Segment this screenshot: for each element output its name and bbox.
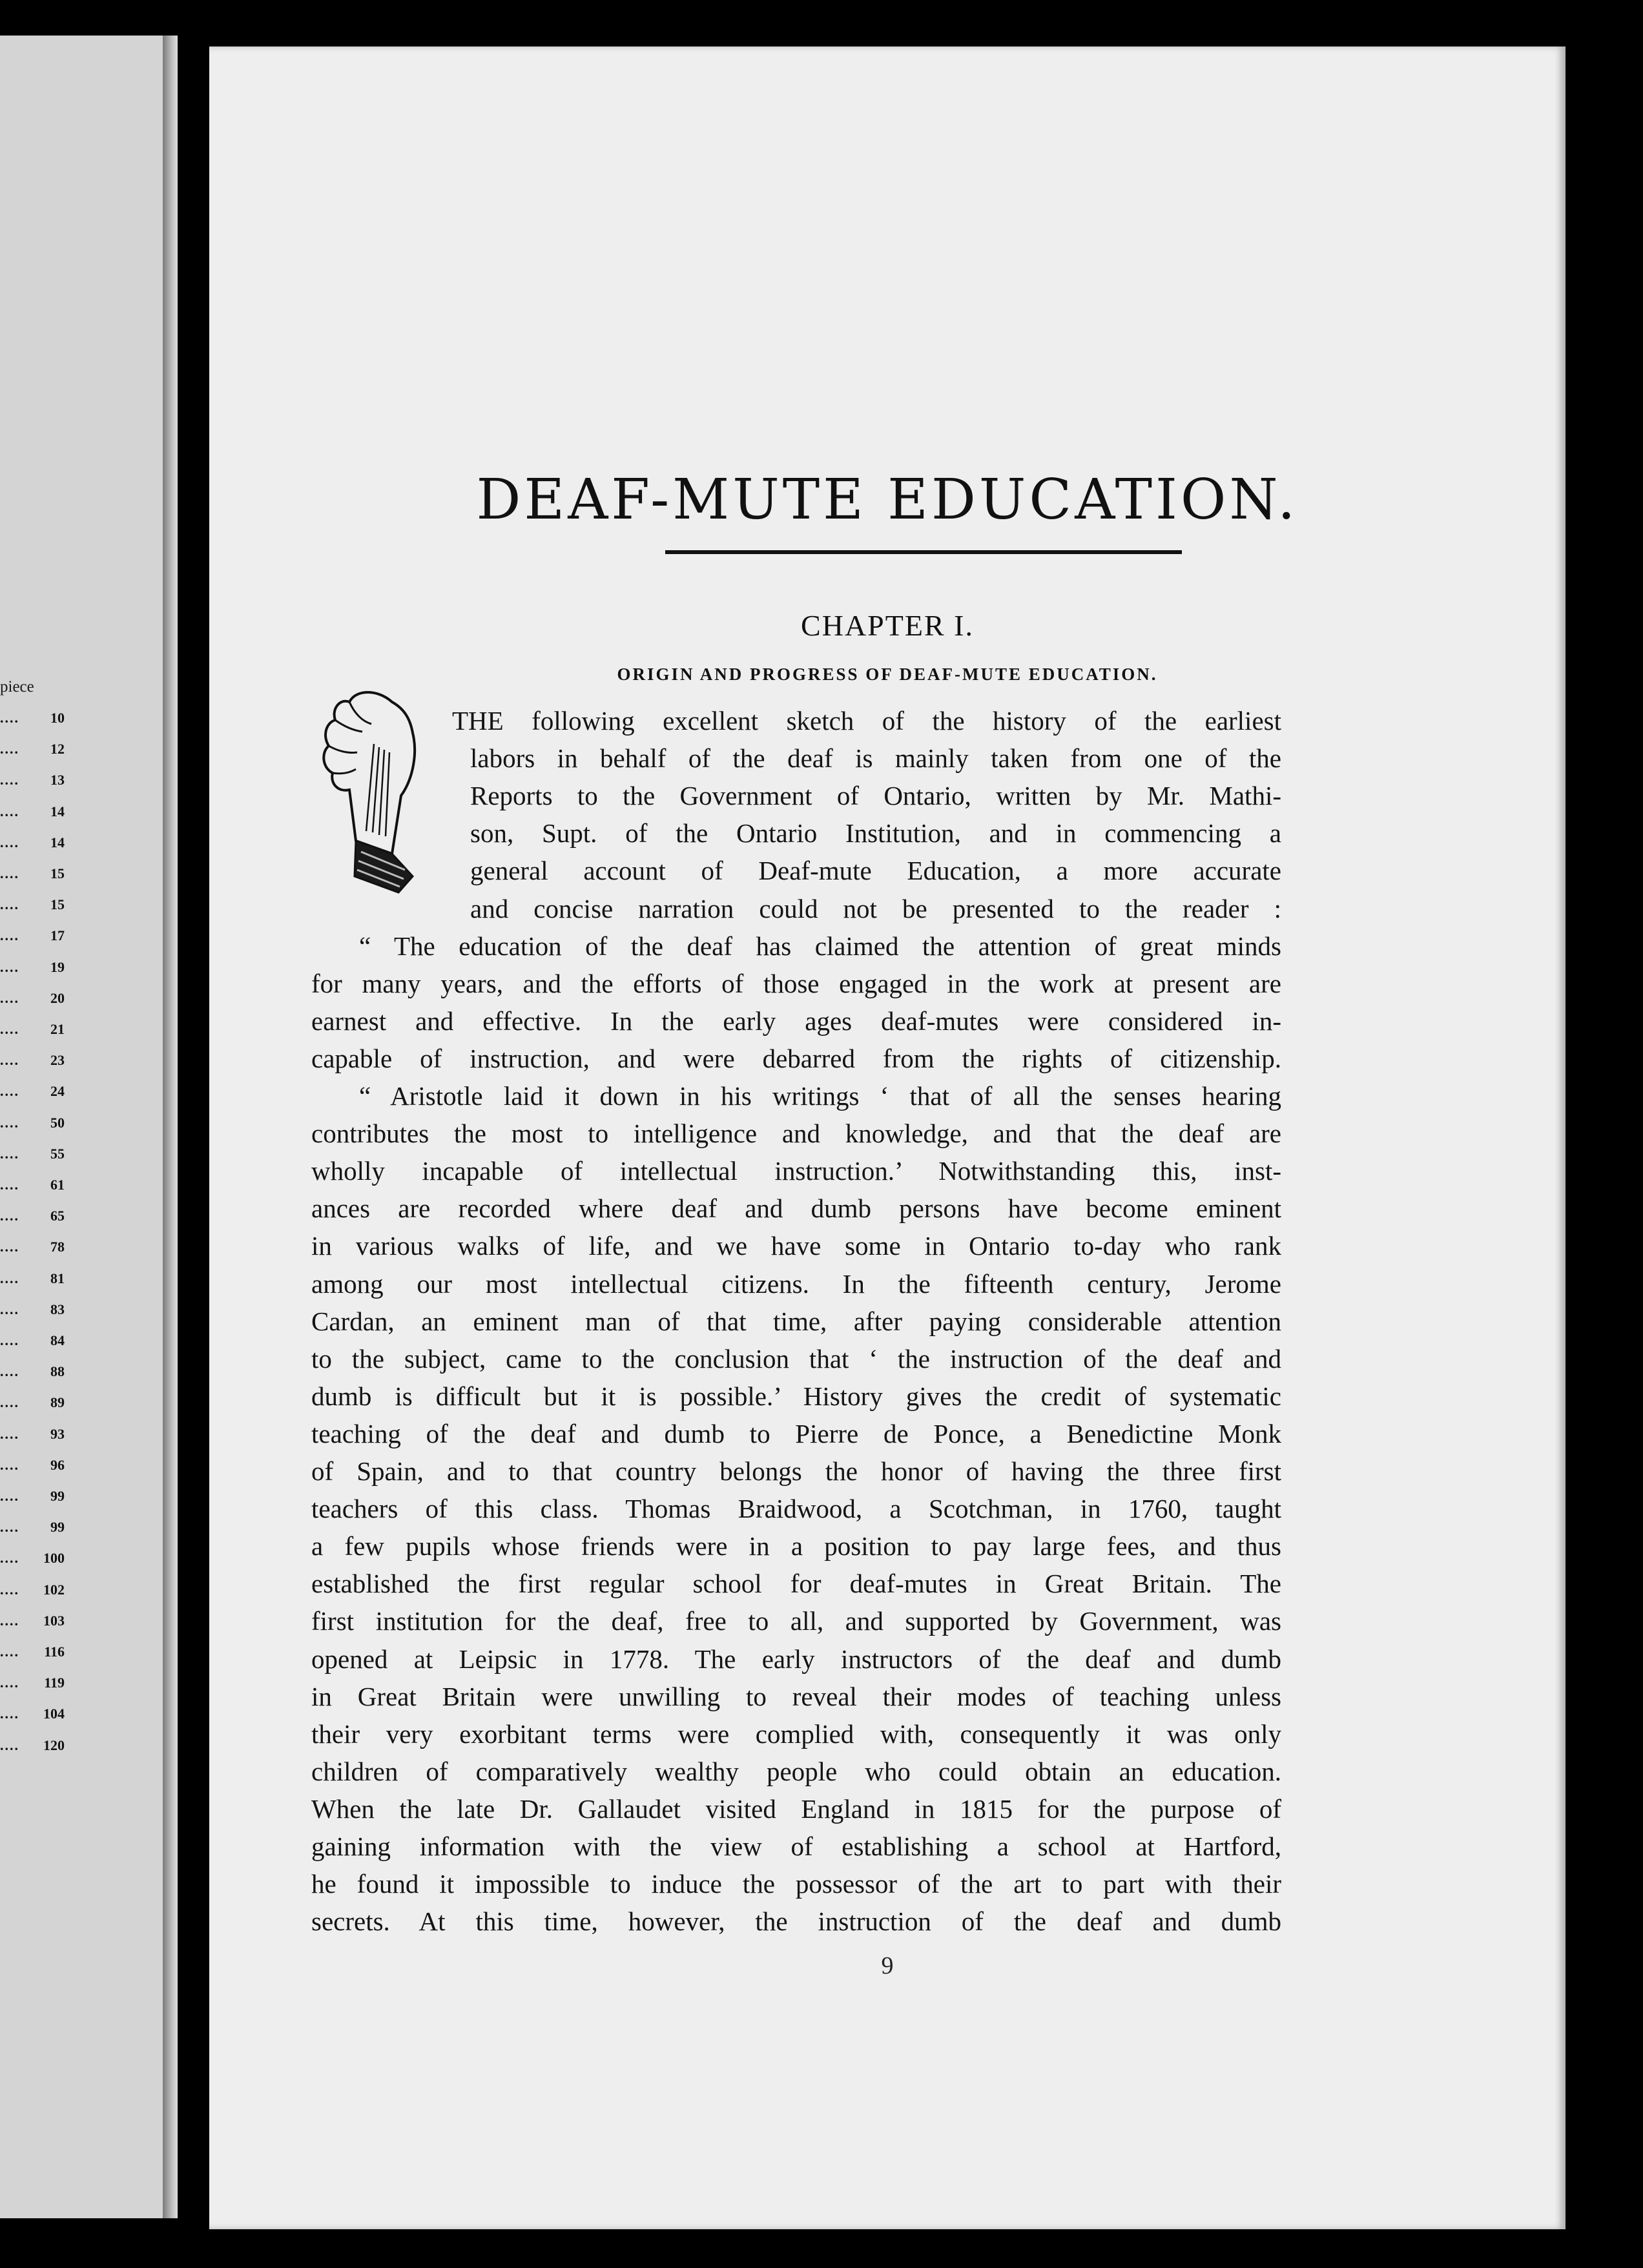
text-line: opened at Leipsic in 1778. The early instructors of the deaf and dumb — [311, 1644, 1281, 1674]
text-line: secrets. At this time, however, the instruction of the deaf and dumb — [311, 1906, 1281, 1937]
toc-page-number: 99 — [50, 1488, 65, 1504]
toc-entry — [0, 1237, 65, 1257]
page-title: DEAF-MUTE EDUCATION. — [476, 468, 1299, 532]
toc-page-number: 89 — [50, 1394, 65, 1411]
text-line: established the first regular school for deaf-mutes in Great Britain. The — [311, 1569, 1281, 1599]
toc-leader-dots: .... — [0, 1145, 19, 1162]
toc-leader-dots: .... — [0, 1114, 19, 1131]
toc-entry — [0, 1704, 65, 1724]
toc-page-number: 61 — [50, 1177, 65, 1193]
toc-entry — [0, 739, 65, 759]
toc-leader-dots: .... — [0, 1239, 19, 1255]
toc-page-number: 100 — [43, 1550, 65, 1567]
text-line: gaining information with the view of establishing a school at Hartford, — [311, 1831, 1281, 1861]
toc-entry — [0, 1269, 65, 1288]
toc-entry — [0, 1175, 65, 1195]
text-line: Reports to the Government of Ontario, written by Mr. Mathi- — [470, 781, 1281, 811]
page-gutter-shadow — [163, 36, 178, 2218]
toc-page-number: 14 — [50, 834, 65, 850]
toc-page-number: 88 — [50, 1363, 65, 1380]
toc-entry — [0, 1331, 65, 1350]
toc-leader-dots: .... — [0, 1301, 19, 1317]
toc-leader-dots: .... — [0, 1581, 19, 1598]
toc-page-number: 24 — [50, 1083, 65, 1100]
toc-leader-dots: .... — [0, 865, 19, 881]
toc-entry — [0, 1362, 65, 1381]
toc-entry — [0, 958, 65, 977]
text-line: their very exorbitant terms were complied with, consequently it was only — [311, 1718, 1281, 1749]
toc-page-number: 84 — [50, 1332, 65, 1348]
toc-entry — [0, 1051, 65, 1070]
title-rule — [665, 550, 1182, 554]
toc-entry — [0, 1642, 65, 1662]
toc-page-number: 116 — [44, 1644, 65, 1660]
toc-leader-dots: .... — [0, 1737, 19, 1753]
text-line: labors in behalf of the deaf is mainly taken from one of the — [470, 743, 1281, 774]
toc-page-number: 104 — [43, 1706, 65, 1722]
toc-page-number: 14 — [50, 803, 65, 820]
text-line: teachers of this class. Thomas Braidwood, a Scotchman, in 1760, taught — [311, 1494, 1281, 1524]
toc-entry — [0, 1113, 65, 1133]
text-line: wholly incapable of intellectual instruction.’ Notwithstanding this, inst- — [311, 1156, 1281, 1186]
toc-page-number: 55 — [50, 1145, 65, 1162]
text-line: and concise narration could not be presented to the reader : — [470, 893, 1281, 923]
text-line: ances are recorded where deaf and dumb persons have become eminent — [311, 1193, 1281, 1224]
toc-entry — [0, 1425, 65, 1444]
text-line: children of comparatively wealthy people who could obtain an education. — [311, 1756, 1281, 1786]
toc-entry — [0, 1673, 65, 1693]
toc-leader-dots: .... — [0, 1644, 19, 1660]
toc-leader-dots: .... — [0, 1332, 19, 1348]
toc-page-number: 13 — [50, 772, 65, 789]
toc-leader-dots: .... — [0, 958, 19, 975]
toc-page-number: 65 — [50, 1208, 65, 1224]
toc-page-number: 23 — [50, 1052, 65, 1069]
toc-leader-dots: .... — [0, 1270, 19, 1286]
text-line: “ The education of the deaf has claimed the attention of great minds — [359, 931, 1281, 961]
toc-entry — [0, 1487, 65, 1506]
text-line: THE following excellent sketch of the history of the earliest — [452, 706, 1281, 736]
toc-leader-dots: .... — [0, 1052, 19, 1069]
toc-page-number: 93 — [50, 1425, 65, 1442]
toc-page-number: 96 — [50, 1456, 65, 1473]
toc-leader-dots: .... — [0, 710, 19, 726]
toc-entry — [0, 1580, 65, 1600]
toc-entry — [0, 1144, 65, 1164]
toc-entry — [0, 708, 65, 728]
toc-page-number: 21 — [50, 1021, 65, 1037]
toc-leader-dots: .... — [0, 1425, 19, 1442]
text-line: he found it impossible to induce the possessor of the art to part with their — [311, 1869, 1281, 1899]
toc-page-number: 15 — [50, 896, 65, 913]
toc-entry — [0, 926, 65, 945]
toc-page-number: 12 — [50, 741, 65, 758]
toc-page-number: 119 — [44, 1675, 65, 1691]
text-line: general account of Deaf-mute Education, a more accurate — [470, 856, 1281, 886]
toc-leader-dots: .... — [0, 803, 19, 820]
toc-leader-dots: .... — [0, 772, 19, 789]
toc-leader-dots: .... — [0, 989, 19, 1006]
text-line: capable of instruction, and were debarred from the rights of citizenship. — [311, 1043, 1281, 1073]
chapter-subheading: ORIGIN AND PROGRESS OF DEAF-MUTE EDUCATION. — [617, 665, 1158, 684]
toc-entry — [0, 1393, 65, 1412]
page-number: 9 — [881, 1952, 894, 1979]
text-line: contributes the most to intelligence and knowledge, and that the deaf are — [311, 1119, 1281, 1149]
toc-page-number: 19 — [50, 958, 65, 975]
toc-page-number: 17 — [50, 927, 65, 944]
toc-page-number: 99 — [50, 1519, 65, 1536]
toc-page-number: 50 — [50, 1114, 65, 1131]
toc-page-number: 20 — [50, 989, 65, 1006]
toc-entry — [0, 989, 65, 1008]
text-line: for many years, and the efforts of those engaged in the work at present are — [311, 968, 1281, 998]
toc-leader-dots: .... — [0, 1519, 19, 1536]
text-line: among our most intellectual citizens. In the fifteenth century, Jerome — [311, 1268, 1281, 1299]
toc-entry — [0, 1020, 65, 1039]
toc-page-number: 15 — [50, 865, 65, 881]
text-line: Cardan, an eminent man of that time, after paying considerable attention — [311, 1306, 1281, 1336]
toc-entry — [0, 1549, 65, 1568]
toc-page-number: 120 — [43, 1737, 65, 1753]
text-line: “ Aristotle laid it down in his writings ‘ that of all the senses hearing — [359, 1081, 1281, 1111]
toc-leader-dots: .... — [0, 1488, 19, 1504]
toc-page-number: 83 — [50, 1301, 65, 1317]
toc-entry — [0, 770, 65, 790]
toc-page-number: 81 — [50, 1270, 65, 1286]
text-line: to the subject, came to the conclusion that ‘ the instruction of the deaf and — [311, 1343, 1281, 1374]
toc-page-number: 103 — [43, 1612, 65, 1629]
toc-leader-dots: .... — [0, 1021, 19, 1037]
toc-leader-dots: .... — [0, 896, 19, 913]
toc-leader-dots: .... — [0, 1177, 19, 1193]
text-line: first institution for the deaf, free to all, and supported by Government, was — [311, 1606, 1281, 1636]
pointing-hand-icon — [316, 683, 458, 899]
text-line: dumb is difficult but it is possible.’ History gives the credit of systematic — [311, 1381, 1281, 1411]
toc-entry — [0, 1736, 65, 1755]
chapter-heading: CHAPTER I. — [801, 609, 974, 642]
text-line: When the late Dr. Gallaudet visited England in 1815 for the purpose of — [311, 1793, 1281, 1824]
toc-leader-dots: .... — [0, 1550, 19, 1567]
toc-entry — [0, 833, 65, 852]
toc-entry — [0, 1300, 65, 1319]
toc-entry — [0, 864, 65, 883]
toc-entry — [0, 1206, 65, 1226]
toc-page-number: 78 — [50, 1239, 65, 1255]
text-line: teaching of the deaf and dumb to Pierre de Ponce, a Benedictine Monk — [311, 1418, 1281, 1448]
toc-entry — [0, 895, 65, 914]
toc-leader-dots: .... — [0, 1675, 19, 1691]
text-line: earnest and effective. In the early ages deaf-mutes were considered in- — [311, 1005, 1281, 1036]
text-line: a few pupils whose friends were in a position to pay large fees, and thus — [311, 1531, 1281, 1562]
toc-entry — [0, 1611, 65, 1631]
toc-leader-dots: .... — [0, 741, 19, 758]
text-line: son, Supt. of the Ontario Institution, and in commencing a — [470, 818, 1281, 849]
toc-entry — [0, 1082, 65, 1101]
toc-page-number: 102 — [43, 1581, 65, 1598]
toc-page-number: 10 — [50, 710, 65, 726]
toc-leader-dots: .... — [0, 1612, 19, 1629]
toc-leader-dots: .... — [0, 927, 19, 944]
left-page — [0, 36, 178, 2218]
book-page — [209, 46, 1566, 2229]
toc-entry — [0, 802, 65, 821]
toc-leader-dots: .... — [0, 1363, 19, 1380]
toc-leader-dots: .... — [0, 1394, 19, 1411]
toc-leader-dots: .... — [0, 1208, 19, 1224]
text-line: in various walks of life, and we have some in Ontario to-day who rank — [311, 1231, 1281, 1261]
toc-entry — [0, 1456, 65, 1475]
toc-leader-dots: .... — [0, 834, 19, 850]
toc-label: piece — [0, 678, 34, 696]
toc-leader-dots: .... — [0, 1456, 19, 1473]
text-line: of Spain, and to that country belongs the honor of having the three first — [311, 1456, 1281, 1486]
toc-leader-dots: .... — [0, 1083, 19, 1100]
toc-leader-dots: .... — [0, 1706, 19, 1722]
text-line: in Great Britain were unwilling to reveal their modes of teaching unless — [311, 1681, 1281, 1711]
toc-entry — [0, 1518, 65, 1537]
